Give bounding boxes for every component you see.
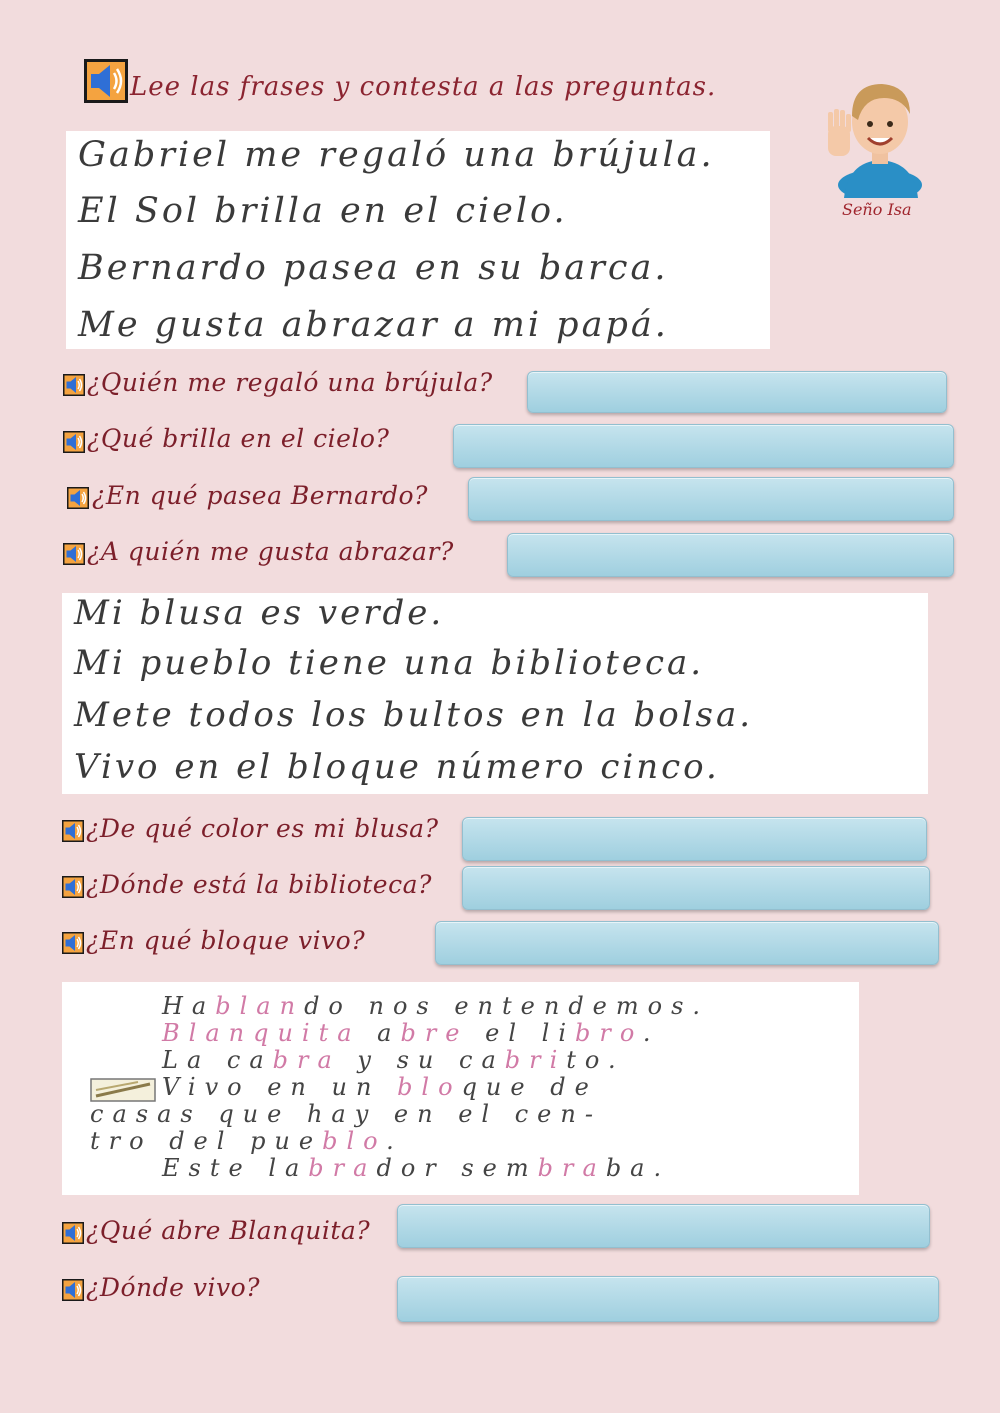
title-speaker-icon[interactable] xyxy=(84,59,128,107)
highlighted-syllable: bra xyxy=(537,1154,606,1182)
reading-card-3 xyxy=(62,982,859,1195)
highlighted-syllable: bre xyxy=(400,1019,469,1047)
sentence: Me gusta abrazar a mi papá. xyxy=(78,305,669,345)
sentence: Bernardo pasea en su barca. xyxy=(78,248,669,288)
highlighted-syllable: blan xyxy=(215,992,305,1020)
reading-text: tro del pue xyxy=(90,1127,323,1155)
reading-text: dor sem xyxy=(376,1154,538,1182)
teacher-avatar xyxy=(818,70,928,198)
sentence: Gabriel me regaló una brújula. xyxy=(78,135,715,175)
avatar-caption: Seño Isa xyxy=(842,200,912,219)
reading-text: que de xyxy=(461,1073,598,1101)
reading-text: La ca xyxy=(162,1046,273,1074)
speaker-icon[interactable] xyxy=(62,820,84,846)
question-text: ¿Dónde vivo? xyxy=(86,1273,261,1302)
question-text: ¿Quién me regaló una brújula? xyxy=(87,368,493,397)
sentence: Vivo en el bloque número cinco. xyxy=(74,747,720,787)
sentences-card-2 xyxy=(62,593,928,794)
sentences-card-1 xyxy=(66,131,770,349)
reading-text: to. xyxy=(566,1046,625,1074)
reading-text: Vivo en un xyxy=(162,1073,398,1101)
highlighted-syllable: bra xyxy=(308,1154,377,1182)
reading-line xyxy=(162,1046,625,1074)
instruction-title: Lee las frases y contesta a las preguntas. xyxy=(130,72,717,102)
answer-input[interactable] xyxy=(397,1276,939,1322)
highlighted-syllable: blo xyxy=(397,1073,462,1101)
reading-line xyxy=(162,992,709,1020)
answer-input[interactable] xyxy=(462,817,927,861)
question-text: ¿Qué brilla en el cielo? xyxy=(87,424,390,453)
answer-input[interactable] xyxy=(435,921,939,965)
answer-input[interactable] xyxy=(468,477,954,521)
answer-input[interactable] xyxy=(397,1204,930,1248)
sentence: Mi blusa es verde. xyxy=(74,593,445,633)
highlighted-syllable: bra xyxy=(272,1046,341,1074)
speaker-icon[interactable] xyxy=(62,932,84,958)
reading-text: . xyxy=(642,1019,660,1047)
reading-line xyxy=(162,1073,598,1101)
speaker-icon[interactable] xyxy=(63,431,85,457)
sentence: Mi pueblo tiene una biblioteca. xyxy=(74,643,705,683)
reading-text: y su ca xyxy=(340,1046,505,1074)
reading-text: Ha xyxy=(162,992,216,1020)
speaker-icon[interactable] xyxy=(62,1279,84,1305)
reading-text: . xyxy=(386,1127,403,1155)
answer-input[interactable] xyxy=(453,424,954,468)
speaker-icon[interactable] xyxy=(67,487,89,513)
speaker-icon[interactable] xyxy=(63,374,85,400)
speaker-icon[interactable] xyxy=(62,876,84,902)
question-text: ¿Qué abre Blanquita? xyxy=(86,1216,371,1245)
reading-text: ba. xyxy=(605,1154,671,1182)
answer-input[interactable] xyxy=(507,533,954,577)
sentence: El Sol brilla en el cielo. xyxy=(78,191,568,231)
speaker-icon[interactable] xyxy=(63,543,85,569)
pencil-icon xyxy=(90,1078,156,1102)
answer-input[interactable] xyxy=(527,371,947,413)
sentence: Mete todos los bultos en la bolsa. xyxy=(74,695,754,735)
question-text: ¿En qué pasea Bernardo? xyxy=(92,481,428,510)
highlighted-syllable: Blanquita xyxy=(162,1019,361,1047)
speaker-icon[interactable] xyxy=(62,1222,84,1248)
reading-line xyxy=(90,1127,403,1155)
highlighted-syllable: bro xyxy=(575,1019,643,1047)
reading-text: el li xyxy=(468,1019,576,1047)
answer-input[interactable] xyxy=(462,866,930,910)
reading-text: a xyxy=(360,1019,401,1047)
question-text: ¿Dónde está la biblioteca? xyxy=(86,870,432,899)
question-text: ¿De qué color es mi blusa? xyxy=(86,814,439,843)
highlighted-syllable: bri xyxy=(504,1046,567,1074)
question-text: ¿A quién me gusta abrazar? xyxy=(87,537,454,566)
question-text: ¿En qué bloque vivo? xyxy=(86,926,366,955)
reading-text: do nos entendemos. xyxy=(304,992,710,1020)
reading-line xyxy=(90,1100,602,1128)
reading-text: Este la xyxy=(162,1154,309,1182)
reading-text: casas que hay en el cen- xyxy=(90,1100,602,1128)
reading-line xyxy=(162,1154,670,1182)
reading-line xyxy=(162,1019,660,1047)
highlighted-syllable: blo xyxy=(322,1127,387,1155)
